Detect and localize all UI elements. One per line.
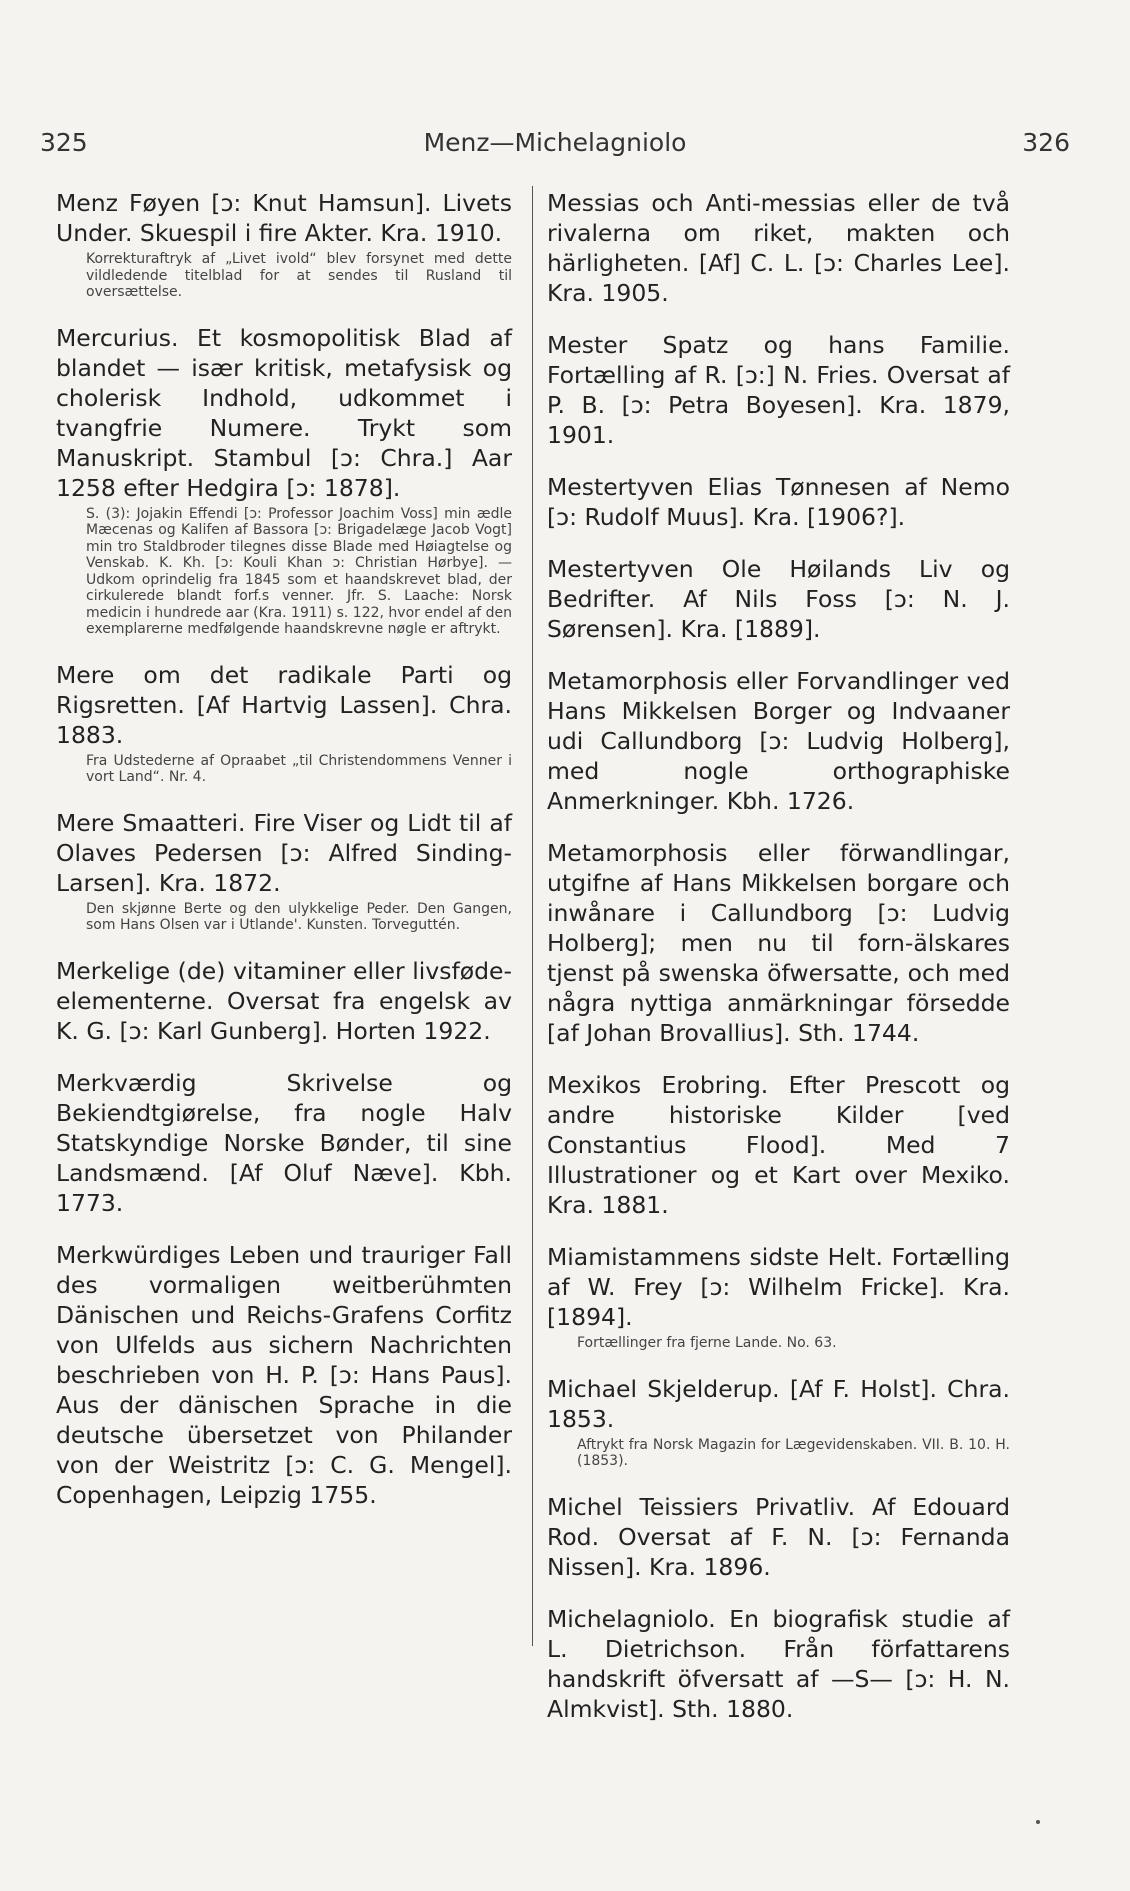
catalog-entry [56, 808, 512, 934]
catalog-entry [56, 323, 512, 638]
catalog-entry [547, 330, 1010, 450]
running-title: Menz—Michelagniolo [423, 128, 687, 157]
catalog-entry [547, 1374, 1010, 1470]
entry-title: Michel Teissiers Privatliv. Af Edouard Rod. Oversat af F. N. [ɔ: Fernanda Nissen]. Kra. 1896. [547, 1492, 1010, 1581]
catalog-entry [56, 660, 512, 786]
catalog-entry [56, 1068, 512, 1218]
entry-title: Mestertyven Ole Høilands Liv og Bedrifter. Af Nils Foss [ɔ: N. J. Sørensen]. Kra. [1889]. [547, 555, 1010, 643]
entry-title: Metamorphosis eller förwandlingar, utgifne af Hans Mikkelsen borgare och inwånare i Callundborg [ɔ: Ludvig Holberg]; men nu til forn-älskares tjenst på swenska öfwersatte, och med några nyttiga anmärkningar försedde [af Johan Brovallius]. Sth. 1744. [547, 839, 1010, 1047]
entry-note: Fortællinger fra fjerne Lande. No. 63. [577, 1335, 837, 1351]
entry-title: Menz Føyen [ɔ: Knut Hamsun]. Livets Under. Skuespil i fire Akter. Kra. 1910. [56, 189, 512, 247]
entry-title: Miamistammens sidste Helt. Fortælling af W. Frey [ɔ: Wilhelm Fricke]. Kra. [1894]. [547, 1243, 1010, 1331]
entry-title: Merkelige (de) vitaminer eller livsføde-elementerne. Oversat fra engelsk av K. G. [ɔ: Karl Gunberg]. Horten 1922. [56, 956, 512, 1045]
page-number-right: 326 [1022, 128, 1070, 157]
catalog-entry [547, 838, 1010, 1048]
catalog-entry [547, 554, 1010, 644]
entry-note: S. (3): Jojakin Effendi [ɔ: Professor Joachim Voss] min ædle Mæcenas og Kalifen af Bassora [ɔ: Brigadelæge Jacob Vogt] min tro Staldbroder tilegnes disse Blade med Høiagtelse og Venskab. K. Kh. [ɔ: Kouli Khan ɔ: Christian Hørbye]. — Udkom oprindelig fra 1845 som et haandskrevet blad, der cirkulerede blandt forf.s venner. Jfr. S. Laache: Norsk medicin i hundrede aar (Kra. 1911) s. 122, hvor endel af den exemplarerne medfølgende haandskrevne nøgle er aftrykt. [86, 505, 512, 637]
catalog-entry [56, 188, 512, 301]
entry-title: Mere Smaatteri. Fire Viser og Lidt til af Olaves Pedersen [ɔ: Alfred Sinding-Larsen]. Kra. 1872. [56, 808, 512, 897]
entry-title: Metamorphosis eller Forvandlinger ved Hans Mikkelsen Borger og Indvaaner udi Callundborg [ɔ: Ludvig Holberg], med nogle orthographiske Anmerkninger. Kbh. 1726. [547, 667, 1010, 815]
entry-title: Merkwürdiges Leben und trauriger Fall des vormaligen weitberühmten Dänischen und Reichs-Grafens Corfitz von Ulfelds aus sichern Nachrichten beschrieben von H. P. [ɔ: Hans Paus]. Aus der dänischen Sprache in die deutsche übersetzet von Philander von der Weistritz [ɔ: C. G. Mengel]. Copenhagen, Leipzig 1755. [56, 1240, 512, 1509]
page-number-left: 325 [40, 128, 88, 157]
entry-title: Mester Spatz og hans Familie. Fortælling af R. [ɔ:] N. Fries. Oversat af P. B. [ɔ: Petra Boyesen]. Kra. 1879, 1901. [547, 331, 1010, 449]
running-header [40, 128, 1070, 168]
catalog-entry [56, 956, 512, 1046]
catalog-entry [547, 1492, 1010, 1582]
catalog-entry [547, 666, 1010, 816]
entry-note: Korrekturaftryk af „Livet ivold“ blev forsynet med dette vildledende titelblad for at sendes til Rusland til oversættelse. [86, 251, 512, 300]
catalog-entry [56, 1240, 512, 1510]
entry-title: Michelagniolo. En biografisk studie af L. Dietrichson. Från författarens handskrift öfversatt af —S— [ɔ: H. N. Almkvist]. Sth. 1880. [547, 1604, 1010, 1723]
entry-note: Den skjønne Berte og den ulykkelige Peder. Den Gangen, som Hans Olsen var i Utlande'. Kunsten. Torveguttén. [86, 900, 512, 933]
entry-note: Fra Udstederne af Opraabet „til Christendommens Venner i vort Land“. Nr. 4. [86, 752, 512, 785]
left-column [56, 188, 512, 1532]
ink-speck [1036, 1820, 1040, 1824]
entry-title: Merkværdig Skrivelse og Bekiendtgiørelse, fra nogle Halv Statskyndige Norske Bønder, til sine Landsmænd. [Af Oluf Næve]. Kbh. 1773. [56, 1068, 512, 1217]
entry-title: Mercurius. Et kosmopolitisk Blad af blandet — især kritisk, metafysisk og cholerisk Indhold, udkommet i tvangfrie Numere. Trykt som Manuskript. Stambul [ɔ: Chra.] Aar 1258 efter Hedgira [ɔ: 1878]. [56, 323, 512, 502]
entry-title: Mere om det radikale Parti og Rigsretten. [Af Hartvig Lassen]. Chra. 1883. [56, 660, 512, 749]
entry-title: Michael Skjelderup. [Af F. Holst]. Chra. 1853. [547, 1374, 1010, 1433]
entry-title: Mexikos Erobring. Efter Prescott og andre historiske Kilder [ved Constantius Flood]. Med 7 Illustrationer og et Kart over Mexiko. Kra. 1881. [547, 1071, 1010, 1219]
catalog-entry [547, 1604, 1010, 1724]
catalog-entry [547, 1242, 1010, 1352]
entry-title: Mestertyven Elias Tønnesen af Nemo [ɔ: Rudolf Muus]. Kra. [1906?]. [547, 473, 1010, 531]
entry-title: Messias och Anti-messias eller de två rivalerna om riket, makten och härligheten. [Af] C. L. [ɔ: Charles Lee]. Kra. 1905. [547, 189, 1010, 307]
catalog-entry [547, 472, 1010, 532]
catalog-entry [547, 188, 1010, 308]
catalog-entry [547, 1070, 1010, 1220]
column-divider [532, 186, 533, 1646]
right-column [547, 188, 1010, 1746]
entry-note: Aftrykt fra Norsk Magazin for Lægevidenskaben. VII. B. 10. H. (1853). [577, 1436, 1010, 1469]
